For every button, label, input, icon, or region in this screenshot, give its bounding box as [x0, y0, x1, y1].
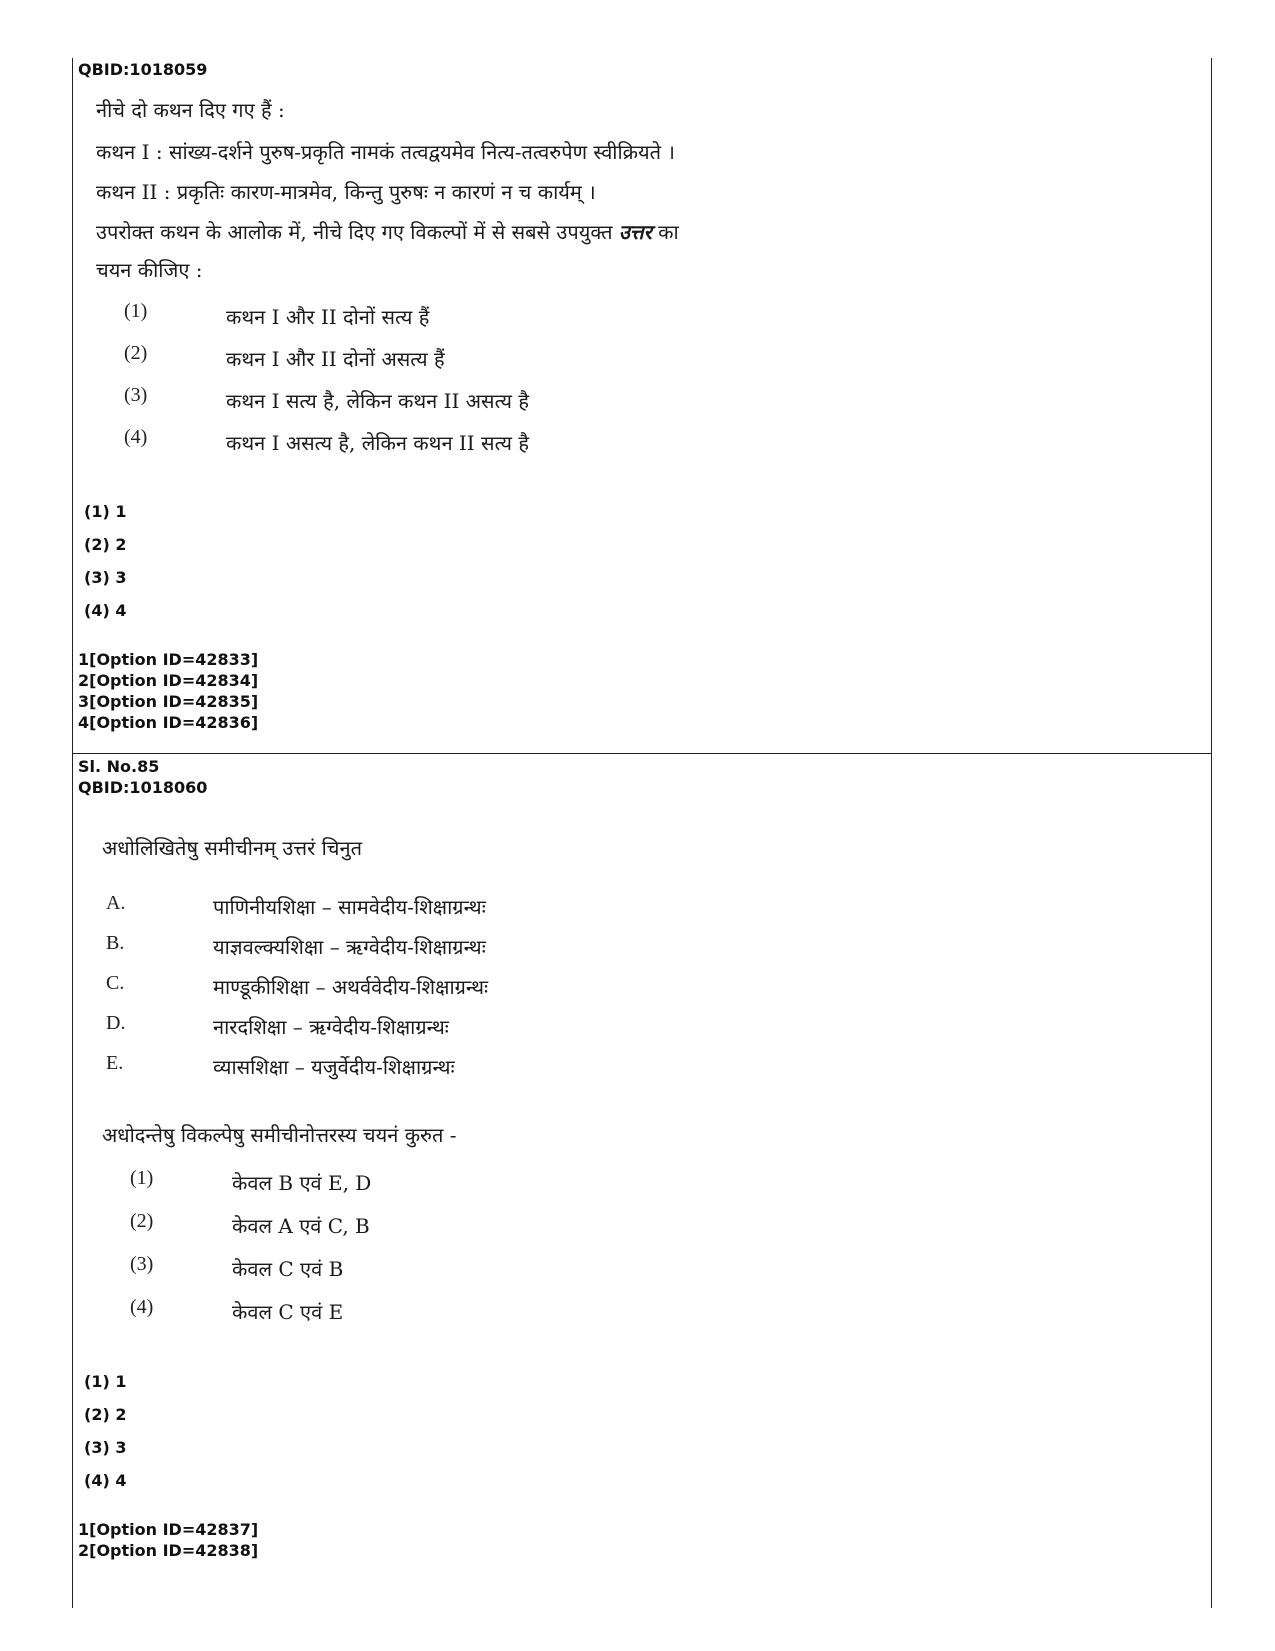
choice-number: (4) — [124, 426, 148, 448]
question-prompt: अधोदन्तेषु विकल्पेषु समीचीनोत्तरस्य चयनं कुरुत - — [102, 1123, 457, 1147]
answer-option[interactable]: (3) 3 — [84, 568, 127, 587]
question-stem-line: नीचे दो कथन दिए गए हैं : — [96, 98, 285, 122]
choice-number: (2) — [124, 342, 148, 364]
choice-number: (4) — [130, 1296, 154, 1318]
item-label: D. — [106, 1012, 126, 1034]
question-stem-line: अधोलिखितेषु समीचीनम् उत्तरं चिनुत — [102, 836, 363, 860]
item-label: A. — [106, 892, 126, 914]
choice-text: कथन I और II दोनों असत्य हैं — [226, 347, 445, 371]
choice-text: केवल C एवं B — [232, 1257, 344, 1281]
choice-text: केवल C एवं E — [232, 1300, 344, 1324]
answer-option[interactable]: (4) 4 — [84, 601, 127, 620]
choice-number: (1) — [124, 300, 148, 322]
option-id-line: 4[Option ID=42836] — [78, 713, 259, 732]
item-text: याज्ञवल्क्यशिक्षा – ऋग्वेदीय-शिक्षाग्रन्थः — [213, 935, 486, 959]
item-text: माण्डूकीशिक्षा – अथर्ववेदीय-शिक्षाग्रन्थः — [213, 975, 489, 999]
choice-text: केवल B एवं E, D — [232, 1171, 372, 1195]
qbid-label: QBID:1018060 — [78, 778, 208, 797]
choice-text: कथन I सत्य है, लेकिन कथन II असत्य है — [226, 389, 529, 413]
answer-option[interactable]: (2) 2 — [84, 1405, 127, 1424]
emphasized-word: उत्तर — [618, 220, 652, 244]
item-label: C. — [106, 972, 125, 994]
answer-option[interactable]: (2) 2 — [84, 535, 127, 554]
answer-option[interactable]: (4) 4 — [84, 1471, 127, 1490]
option-id-line: 1[Option ID=42833] — [78, 650, 259, 669]
answer-option[interactable]: (1) 1 — [84, 1372, 127, 1391]
item-text: व्यासशिक्षा – यजुर्वेदीय-शिक्षाग्रन्थः — [213, 1055, 455, 1079]
serial-number: Sl. No.85 — [78, 757, 160, 776]
qbid-label: QBID:1018059 — [78, 60, 208, 79]
choice-text: कथन I असत्य है, लेकिन कथन II सत्य है — [226, 431, 529, 455]
answer-option[interactable]: (3) 3 — [84, 1438, 127, 1457]
left-border — [72, 58, 73, 1608]
question-divider — [72, 753, 1211, 754]
choice-number: (3) — [124, 384, 148, 406]
right-border — [1211, 58, 1212, 1608]
option-id-line: 2[Option ID=42838] — [78, 1541, 259, 1560]
choice-text: कथन I और II दोनों सत्य हैं — [226, 305, 430, 329]
stem-text: उपरोक्त कथन के आलोक में, नीचे दिए गए विकल्पों में से सबसे उपयुक्त — [96, 220, 619, 244]
question-stem-line: कथन I : सांख्य-दर्शने पुरुष-प्रकृति नामकं तत्वद्वयमेव नित्य-तत्वरुपेण स्वीक्रियते । — [96, 140, 675, 164]
answer-option[interactable]: (1) 1 — [84, 502, 127, 521]
item-label: B. — [106, 932, 125, 954]
option-id-line: 1[Option ID=42837] — [78, 1520, 259, 1539]
item-text: नारदशिक्षा – ऋग्वेदीय-शिक्षाग्रन्थः — [213, 1015, 449, 1039]
choice-number: (1) — [130, 1167, 154, 1189]
option-id-line: 2[Option ID=42834] — [78, 671, 259, 690]
choice-number: (2) — [130, 1210, 154, 1232]
choice-number: (3) — [130, 1253, 154, 1275]
item-text: पाणिनीयशिक्षा – सामवेदीय-शिक्षाग्रन्थः — [213, 895, 486, 919]
stem-text: का — [651, 220, 679, 244]
question-stem-line: कथन II : प्रकृतिः कारण-मात्रमेव, किन्तु पुरुषः न कारणं न च कार्यम् । — [96, 180, 596, 204]
option-id-line: 3[Option ID=42835] — [78, 692, 259, 711]
choice-text: केवल A एवं C, B — [232, 1214, 370, 1238]
item-label: E. — [106, 1052, 124, 1074]
question-stem-line: चयन कीजिए : — [96, 258, 203, 282]
question-stem-line — [96, 218, 679, 245]
